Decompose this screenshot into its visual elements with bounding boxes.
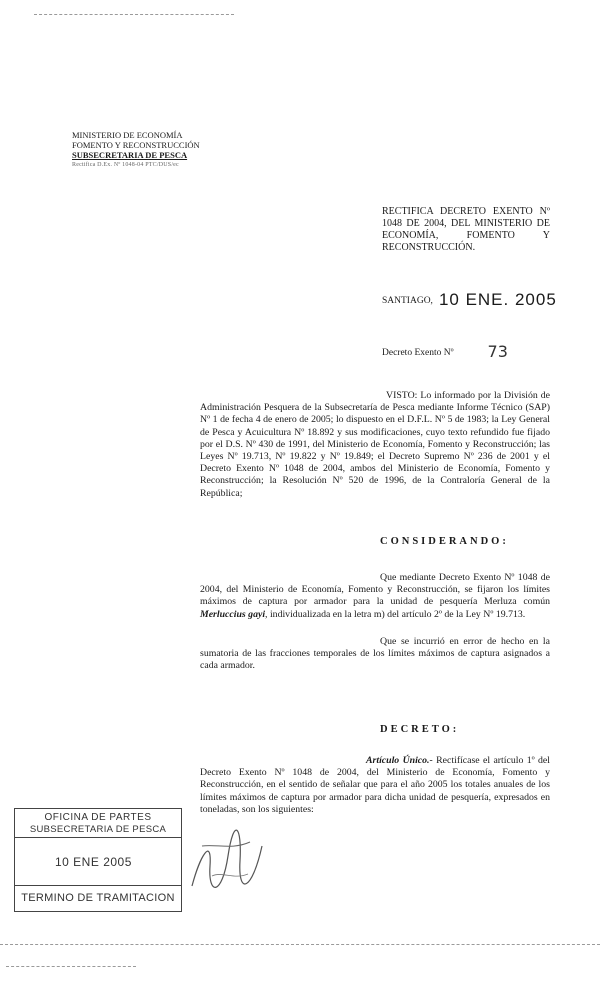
- decree-number-label: Decreto Exento Nº: [382, 348, 454, 358]
- visto-paragraph: [200, 390, 550, 500]
- visto-lead: VISTO:: [386, 390, 418, 401]
- articulo-title: Artículo Único.-: [366, 755, 433, 766]
- considerando-paragraph-1: [200, 572, 550, 621]
- decree-subject: RECTIFICA DECRETO EXENTO Nº 1048 DE 2004, DEL MINISTERIO DE ECONOMÍA, FOMENTO Y RECONSTRUCCIÓN.: [382, 206, 550, 253]
- articulo-text: Rectifícase el artículo 1º del Decreto Exento Nº 1048 de 2004, del Ministerio de Economía, Fomento y Reconstrucción, en el sentido de señalar que para el año 2005 los totales anuales de los límites máximos de captura por armador para dicha unidad de pesquería, expresados en toneladas, son los siguientes:: [200, 755, 550, 815]
- reference-code: Rectifica D.Ex. Nº 1048-04 PTC/DUS/ec: [72, 162, 179, 168]
- stamp-office-line: OFICINA DE PARTES: [44, 812, 152, 823]
- considerando-p1-after: , individualizada en la letra m) del artículo 2º de la Ley Nº 19.713.: [265, 608, 526, 620]
- ministry-line-1: MINISTERIO DE ECONOMÍA: [72, 130, 183, 140]
- decree-number-line: [382, 342, 508, 361]
- stamp-date: 10 ENE 2005: [55, 855, 132, 869]
- stamp-termino-line: TERMINO DE TRAMITACION: [15, 885, 181, 910]
- scan-artifact-bottom-2: [6, 966, 136, 967]
- scan-artifact-top: [34, 14, 234, 15]
- species-name: Merluccius gayi: [200, 608, 266, 620]
- stamp-subsecretaria-line: SUBSECRETARIA DE PESCA: [15, 824, 181, 838]
- handwritten-signature: [182, 816, 272, 906]
- visto-text: Lo informado por la División de Administración Pesquera de la Subsecretaría de Pesca mediante Informe Técnico (SAP) Nº 1 de fecha 4 de enero de 2005; lo dispuesto en el D.F.L. Nº 5 de 1983; la Ley General de Pesca y Acuicultura Nº 18.892 y sus modificaciones, cuyo texto refundido fue fijado por el D.S. Nº 430 de 1991, del Ministerio de Economía, Fomento y Reconstrucción; las Leyes Nº 19.713, Nº 19.822 y Nº 19.849; el Decreto Supremo Nº 236 de 2001 y el Decreto Exento Nº 1048 de 2004, ambos del Ministerio de Economía, Fomento y Reconstrucción; la Resolución Nº 520 de 1996, de la Contraloría General de la República;: [200, 390, 550, 499]
- articulo-unico-paragraph: [200, 755, 550, 816]
- scan-artifact-bottom: [0, 944, 600, 945]
- date-line: [382, 290, 557, 310]
- date-stamp: 10 ENE. 2005: [438, 290, 557, 309]
- office-stamp: [14, 808, 182, 912]
- subsecretaria-title: SUBSECRETARIA DE PESCA: [72, 150, 188, 160]
- considerando-p1-text: Que mediante Decreto Exento Nº 1048 de 2004, del Ministerio de Economía, Fomento y Reconstrucción, se fijaron los límites máximos de captura por armador para la unidad de pesquería Merluza común: [200, 572, 550, 608]
- agency-header: [72, 130, 232, 170]
- ministry-line-2: FOMENTO Y RECONSTRUCCIÓN: [72, 140, 200, 150]
- decree-number-value: 73: [487, 342, 508, 361]
- considerando-paragraph-2: [200, 636, 550, 673]
- decreto-heading: DECRETO:: [380, 724, 460, 735]
- date-label: SANTIAGO,: [382, 296, 433, 306]
- considerando-heading: CONSIDERANDO:: [380, 536, 509, 547]
- considerando-p2-text: Que se incurrió en error de hecho en la sumatoria de las fracciones temporales de los límites máximos de captura asignados a cada armador.: [200, 636, 550, 672]
